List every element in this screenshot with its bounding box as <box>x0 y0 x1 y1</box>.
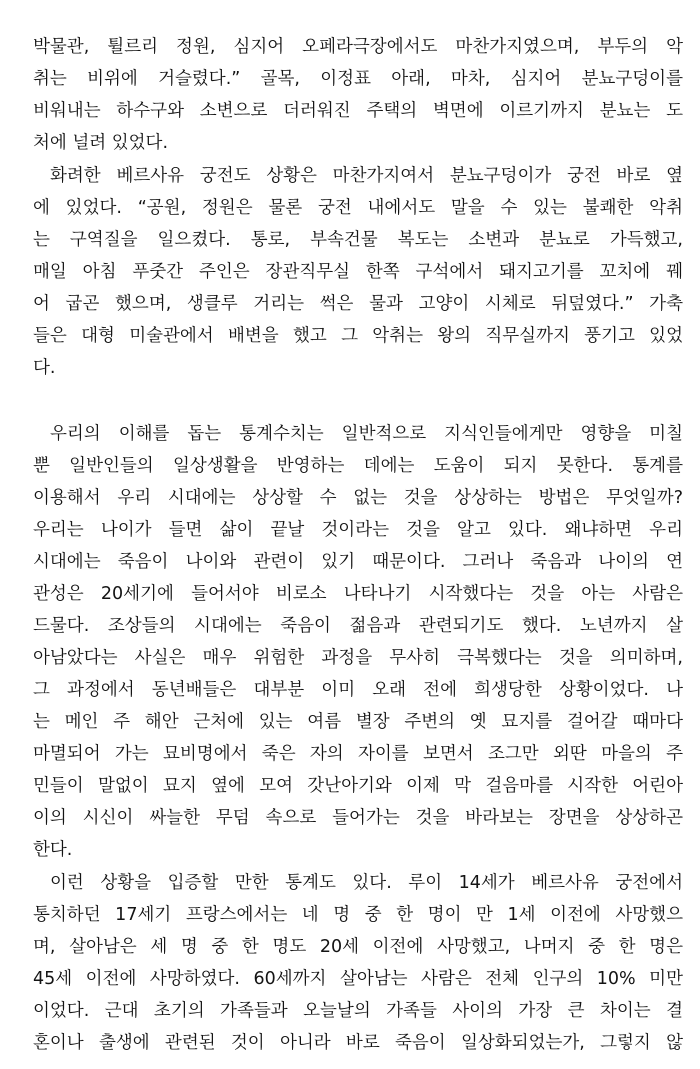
text-line: 민들이 말없이 묘지 옆에 모여 갓난아기와 이제 막 걸음마를 시작한 어린아 <box>33 776 683 796</box>
text-line: 며, 살아남은 세 명 중 한 명도 20세 이전에 사망했고, 나머지 중 한 명은 <box>33 937 683 957</box>
text-line: 한다. <box>33 840 73 860</box>
text-line: 비워내는 하수구와 소변으로 더러워진 주택의 벽면에 이르기까지 분뇨는 도 <box>33 101 683 121</box>
text-line: 혼이나 출생에 관련된 것이 아니라 바로 죽음이 일상화되었는가, 그렇지 않 <box>33 1033 683 1053</box>
text-line: 시대에는 죽음이 나이와 관련이 있기 때문이다. 그러나 죽음과 나이의 연 <box>33 552 683 572</box>
text-line: 우리의 이해를 돕는 통계수치는 일반적으로 지식인들에게만 영향을 미칠 <box>50 424 683 444</box>
text-line: 에 있었다. “공원, 정원은 물론 궁전 내에서도 말을 수 있는 불쾌한 악취 <box>33 198 683 218</box>
text-line: 들은 대형 미술관에서 배변을 했고 그 악취는 왕의 직무실까지 풍기고 있었 <box>33 326 683 346</box>
text-line: 이런 상황을 입증할 만한 통계도 있다. 루이 14세가 베르사유 궁전에서 <box>50 873 683 893</box>
text-line: 아남았다는 사실은 매우 위험한 과정을 무사히 극복했다는 것을 의미하며, <box>33 648 683 668</box>
text-line: 이의 시신이 싸늘한 무덤 속으로 들어가는 것을 바라보는 장면을 상상하곤 <box>33 808 683 828</box>
text-line: 드물다. 조상들의 시대에는 죽음이 젊음과 관련되기도 했다. 노년까지 살 <box>33 616 683 636</box>
text-line: 45세 이전에 사망하였다. 60세까지 살아남는 사람은 전체 인구의 10% 미만 <box>33 969 683 989</box>
text-line: 는 메인 주 해안 근처에 있는 여름 별장 주변의 옛 묘지를 걸어갈 때마다 <box>33 712 683 732</box>
text-line: 박물관, 튈르리 정원, 심지어 오페라극장에서도 마찬가지였으며, 부두의 악 <box>33 37 683 57</box>
text-line: 마멸되어 가는 묘비명에서 죽은 자의 자이를 보면서 조그만 외딴 마을의 주 <box>33 744 683 764</box>
text-line: 통치하던 17세기 프랑스에서는 네 명 중 한 명이 만 1세 이전에 사망했으 <box>33 905 683 925</box>
text-line: 우리는 나이가 들면 삶이 끝날 것이라는 것을 알고 있다. 왜냐하면 우리 <box>33 520 683 540</box>
text-line: 그 과정에서 동년배들은 대부분 이미 오래 전에 희생당한 상황이었다. 나 <box>33 680 683 700</box>
text-line: 화려한 베르사유 궁전도 상황은 마찬가지여서 분뇨구덩이가 궁전 바로 옆 <box>50 166 683 186</box>
text-line: 취는 비위에 거슬렸다.” 골목, 이정표 아래, 마차, 심지어 분뇨구덩이를 <box>33 69 683 89</box>
text-line: 이었다. 근대 초기의 가족들과 오늘날의 가족들 사이의 가장 큰 차이는 결 <box>33 1001 683 1021</box>
text-line: 매일 아침 푸줏간 주인은 장관직무실 한쪽 구석에서 돼지고기를 꼬치에 꿰 <box>33 262 683 282</box>
text-line: 다. <box>33 358 56 378</box>
text-line: 처에 널려 있었다. <box>33 133 169 153</box>
text-line: 뿐 일반인들의 일상생활을 반영하는 데에는 도움이 되지 못한다. 통계를 <box>33 456 683 476</box>
text-line: 는 구역질을 일으켰다. 통로, 부속건물 복도는 소변과 분뇨로 가득했고, <box>33 230 683 250</box>
text-line: 이용해서 우리 시대에는 상상할 수 없는 것을 상상하는 방법은 무엇일까? <box>33 488 683 508</box>
text-line: 관성은 20세기에 들어서야 비로소 나타나기 시작했다는 것을 아는 사람은 <box>33 584 683 604</box>
text-line: 어 굽곤 했으며, 생클루 거리는 썩은 물과 고양이 시체로 뒤덮였다.” 가축 <box>33 294 683 314</box>
